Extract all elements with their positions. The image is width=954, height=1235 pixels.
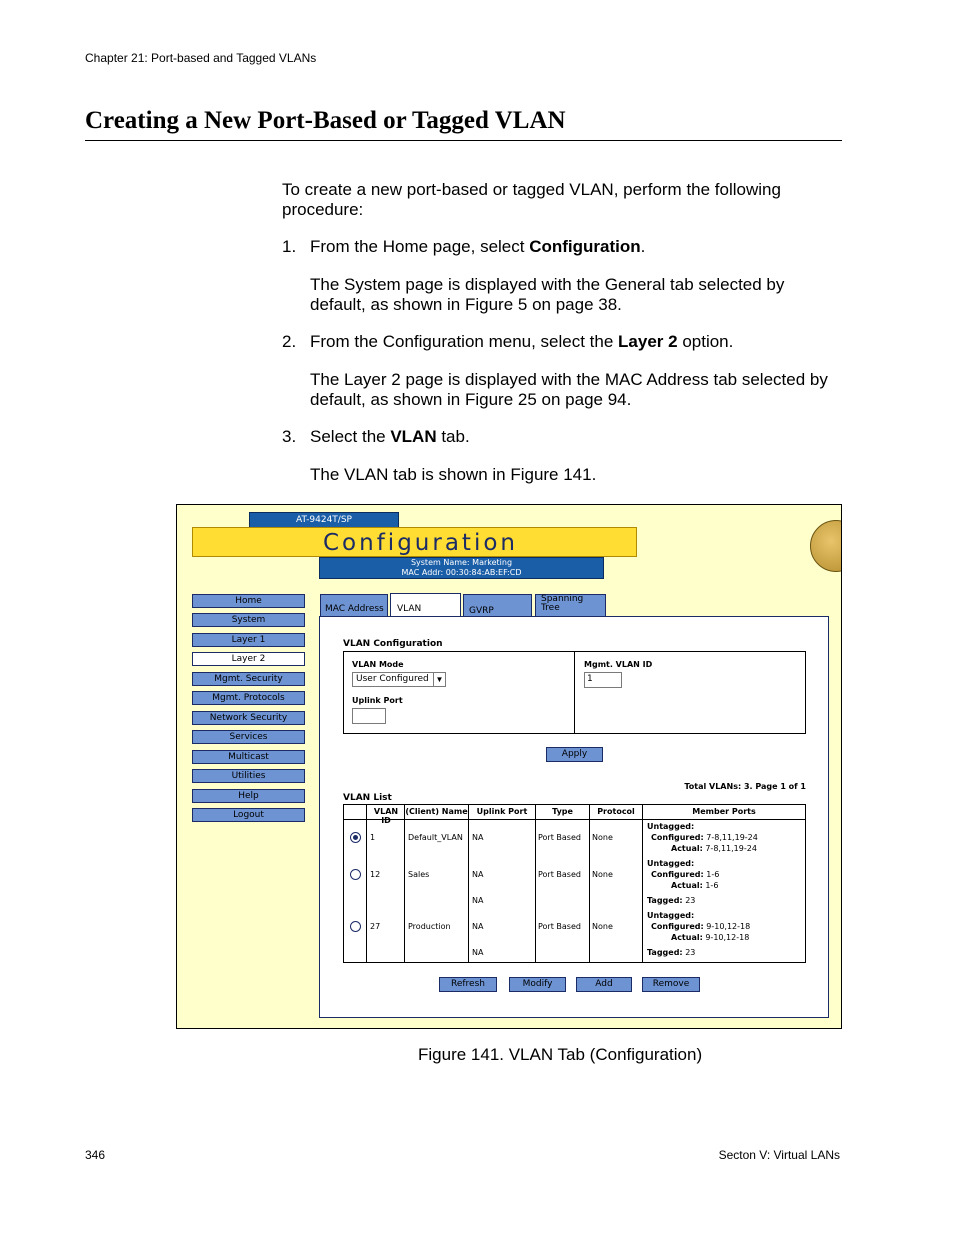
nav-multicast-button[interactable]: Multicast [192, 750, 305, 764]
nav-utilities-button[interactable]: Utilities [192, 769, 305, 783]
vlan-row-radio[interactable] [350, 832, 361, 843]
remove-button[interactable]: Remove [642, 977, 700, 992]
vlan-list-table [343, 804, 806, 963]
vlan-protocol: None [592, 922, 613, 931]
figure-caption: Figure 141. VLAN Tab (Configuration) [418, 1045, 703, 1064]
vlan-mode-value: User Configured [356, 674, 429, 684]
step-2-number: 2. [282, 332, 297, 351]
col-header-uplink-port: Uplink Port [476, 807, 528, 816]
vlan-id: 12 [370, 870, 381, 879]
untagged-label: Untagged: [647, 822, 695, 831]
col-divider [404, 805, 405, 962]
system-name: System Name: Marketing [410, 558, 513, 567]
total-vlans: Total VLANs: 3. Page 1 of 1 [684, 782, 806, 791]
vlan-row-radio[interactable] [350, 869, 361, 880]
vlan-content-panel [319, 616, 829, 1018]
nav-mgmt-protocols-button[interactable]: Mgmt. Protocols [192, 691, 305, 705]
step-3-text: Select the VLAN tab. [310, 427, 470, 446]
nav-network-security-button[interactable]: Network Security [192, 711, 305, 725]
chapter-header: Chapter 21: Port-based and Tagged VLANs [85, 51, 317, 65]
col-divider [589, 805, 590, 962]
vlan-uplink: NA [472, 870, 484, 879]
col-header-type: Type [552, 807, 573, 816]
step-1-number: 1. [282, 237, 297, 256]
globe-logo-icon [810, 520, 842, 572]
untagged-label: Untagged: [647, 911, 695, 920]
vlan-name: Default_VLAN [408, 833, 463, 842]
vlan-protocol: None [592, 833, 613, 842]
page-number: 346 [85, 1148, 106, 1162]
tab-spanning-tree-label: Spanning Tree [541, 594, 584, 613]
system-info-bar [319, 557, 604, 579]
nav-layer1-button[interactable]: Layer 1 [192, 633, 305, 647]
col-divider [642, 805, 643, 962]
col-divider [468, 805, 469, 962]
configured-ports: Configured: 1-6 [651, 870, 720, 879]
step-3-note: The VLAN tab is shown in Figure 141. [310, 465, 597, 484]
step-2-note: The Layer 2 page is displayed with the MAC Address tab selected by default, as shown in Figure 25 on page 94. [310, 370, 828, 409]
vlan-uplink: NA [472, 922, 484, 931]
vlan-name: Sales [408, 870, 430, 879]
uplink-port-label: Uplink Port [352, 696, 403, 705]
vlan-uplink: NA [472, 948, 484, 957]
vlan-list-title: VLAN List [343, 793, 392, 803]
vlan-mode-select[interactable] [352, 672, 446, 687]
mgmt-vlan-input[interactable] [584, 672, 622, 688]
intro-paragraph: To create a new port-based or tagged VLAN, perform the following procedure: [282, 180, 781, 219]
header-divider [344, 819, 805, 820]
col-header-protocol: Protocol [597, 807, 635, 816]
tab-spanning-tree[interactable] [535, 594, 606, 617]
vlan-type: Port Based [538, 922, 581, 931]
nav-logout-button[interactable]: Logout [192, 808, 305, 822]
vlan-uplink: NA [472, 896, 484, 905]
apply-button[interactable]: Apply [546, 747, 603, 762]
col-header-name: (Client) Name [405, 807, 468, 816]
vlan-mode-label: VLAN Mode [352, 660, 404, 669]
col-header-member-ports: Member Ports [692, 807, 756, 816]
title-rule [85, 140, 842, 141]
nav-home-button[interactable]: Home [192, 594, 305, 608]
refresh-button[interactable]: Refresh [439, 977, 497, 992]
col-header-vlan-id: VLAN ID [373, 807, 399, 825]
tab-gvrp[interactable] [463, 594, 532, 617]
banner-title: Configuration [323, 530, 518, 556]
col-divider [366, 805, 367, 962]
configured-ports: Configured: 9-10,12-18 [651, 922, 751, 931]
nav-help-button[interactable]: Help [192, 789, 305, 803]
vlan-config-box [343, 651, 806, 734]
mgmt-vlan-label: Mgmt. VLAN ID [584, 660, 653, 669]
vlan-type: Port Based [538, 833, 581, 842]
step-2-text: From the Configuration menu, select the Layer 2 option. [310, 332, 734, 351]
configured-ports: Configured: 7-8,11,19-24 [651, 833, 758, 842]
vlan-protocol: None [592, 870, 613, 879]
tab-gvrp-label: GVRP [469, 606, 494, 616]
vlan-config-title: VLAN Configuration [343, 639, 443, 649]
uplink-port-input[interactable] [352, 708, 386, 724]
step-1-text: From the Home page, select Configuration. [310, 237, 646, 256]
nav-mgmt-security-button[interactable]: Mgmt. Security [192, 672, 305, 686]
actual-ports: Actual: 1-6 [671, 881, 719, 890]
tagged-ports: Tagged: 23 [647, 948, 696, 957]
vlan-id: 27 [370, 922, 381, 931]
section-title: Creating a New Port-Based or Tagged VLAN [85, 107, 566, 134]
actual-ports: Actual: 9-10,12-18 [671, 933, 750, 942]
vlan-uplink: NA [472, 833, 484, 842]
vlan-type: Port Based [538, 870, 581, 879]
mgmt-vlan-value: 1 [587, 674, 593, 684]
add-button[interactable]: Add [576, 977, 632, 992]
step-1-note: The System page is displayed with the General tab selected by default, as shown in Figure 5 on page 38. [310, 275, 785, 314]
config-divider [574, 652, 575, 733]
tab-vlan[interactable] [390, 593, 461, 618]
untagged-label: Untagged: [647, 859, 695, 868]
model-label: AT-9424T/SP [249, 512, 399, 528]
tab-mac-address-label: MAC Address [325, 604, 384, 614]
step-3-number: 3. [282, 427, 297, 446]
mac-address: MAC Addr: 00:30:84:AB:EF:CD [401, 568, 522, 577]
col-divider [535, 805, 536, 962]
vlan-name: Production [408, 922, 451, 931]
actual-ports: Actual: 7-8,11,19-24 [671, 844, 757, 853]
tagged-ports: Tagged: 23 [647, 896, 696, 905]
vlan-row-radio[interactable] [350, 921, 361, 932]
nav-system-button[interactable]: System [192, 613, 305, 627]
tab-vlan-label: VLAN [397, 604, 422, 614]
section-footer: Secton V: Virtual LANs [718, 1148, 840, 1162]
nav-services-button[interactable]: Services [192, 730, 305, 744]
vlan-id: 1 [370, 833, 376, 842]
nav-layer2-button[interactable]: Layer 2 [192, 652, 305, 666]
chevron-down-icon[interactable]: ▼ [433, 673, 445, 686]
config-banner [192, 527, 637, 557]
tab-mac-address[interactable] [320, 594, 388, 617]
vlan-tab-figure [176, 504, 842, 1029]
modify-button[interactable]: Modify [509, 977, 566, 992]
